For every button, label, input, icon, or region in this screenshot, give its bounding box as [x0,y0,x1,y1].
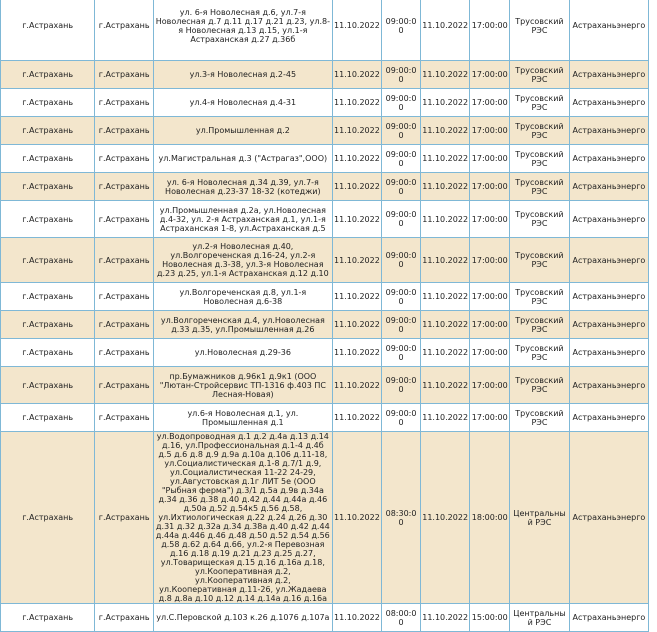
locality-cell: г.Астрахань [95,604,154,632]
res-cell: Центральный РЭС [510,432,570,604]
table-row [1,173,649,201]
end-date-cell: 11.10.2022 [420,311,470,339]
start-time-cell: 09:00:00 [382,0,421,61]
address-cell: ул.С.Перовской д.103 к.26 д.1076 д.107а [154,604,332,632]
table-row [1,339,649,367]
start-time-cell: 09:00:00 [382,238,421,283]
address-cell: ул.2-я Новолесная д.40, ул.Волгореченская д.16-24, ул.2-я Новолесная д.3-38, ул.3-я Новолесная д.23 д.25, ул.1-я Астраханская д.12 д.10 [154,238,332,283]
org-cell: Астраханьэнерго [569,432,648,604]
locality-cell: г.Астрахань [95,145,154,173]
end-time-cell: 17:00:00 [470,89,510,117]
address-cell: ул.4-я Новолесная д.4-31 [154,89,332,117]
address-cell: ул.3-я Новолесная д.2-45 [154,61,332,89]
address-cell: ул.Волгореченская д.8, ул.1-я Новолесная д.6-38 [154,283,332,311]
address-cell: ул.Волгореченская д.4, ул.Новолесная д.33 д.35, ул.Промышленная д.26 [154,311,332,339]
city-cell: г.Астрахань [1,283,95,311]
org-cell: Астраханьэнерго [569,89,648,117]
start-date-cell: 11.10.2022 [332,201,382,238]
locality-cell: г.Астрахань [95,0,154,61]
res-cell: Трусовский РЭС [510,404,570,432]
end-date-cell: 11.10.2022 [420,201,470,238]
city-cell: г.Астрахань [1,367,95,404]
start-time-cell: 09:00:00 [382,339,421,367]
start-date-cell: 11.10.2022 [332,117,382,145]
locality-cell: г.Астрахань [95,404,154,432]
start-date-cell: 11.10.2022 [332,61,382,89]
end-time-cell: 17:00:00 [470,311,510,339]
address-cell: ул. 6-я Новолесная д.6, ул.7-я Новолесная д.7 д.11 д.17 д.21 д.23, ул.8-я Новолесная д.13 д.15, ул.1-я Астраханская д.27 д.36б [154,0,332,61]
city-cell: г.Астрахань [1,89,95,117]
end-time-cell: 17:00:00 [470,238,510,283]
end-time-cell: 17:00:00 [470,0,510,61]
city-cell: г.Астрахань [1,173,95,201]
end-date-cell: 11.10.2022 [420,283,470,311]
start-time-cell: 09:00:00 [382,145,421,173]
start-time-cell: 08:00:00 [382,604,421,632]
start-date-cell: 11.10.2022 [332,311,382,339]
end-date-cell: 11.10.2022 [420,339,470,367]
start-time-cell: 09:00:00 [382,89,421,117]
city-cell: г.Астрахань [1,145,95,173]
start-date-cell: 11.10.2022 [332,283,382,311]
org-cell: Астраханьэнерго [569,0,648,61]
end-time-cell: 18:00:00 [470,432,510,604]
start-time-cell: 09:00:00 [382,283,421,311]
res-cell: Трусовский РЭС [510,0,570,61]
end-time-cell: 17:00:00 [470,283,510,311]
address-cell: ул.Промышленная д.2а, ул.Новолесная д.4-32, ул. 2-я Астраханская д.1, ул.1-я Астраханская 1-8, ул.Астраханская д.5 [154,201,332,238]
end-date-cell: 11.10.2022 [420,0,470,61]
start-date-cell: 11.10.2022 [332,0,382,61]
org-cell: Астраханьэнерго [569,339,648,367]
locality-cell: г.Астрахань [95,61,154,89]
end-time-cell: 17:00:00 [470,117,510,145]
table-row [1,201,649,238]
locality-cell: г.Астрахань [95,311,154,339]
end-date-cell: 11.10.2022 [420,173,470,201]
start-date-cell: 11.10.2022 [332,238,382,283]
address-cell: ул. 6-я Новолесная д.34 д.39, ул.7-я Новолесная д.23-37 18-32 (котеджи) [154,173,332,201]
start-time-cell: 09:00:00 [382,201,421,238]
city-cell: г.Астрахань [1,117,95,145]
start-date-cell: 11.10.2022 [332,89,382,117]
start-date-cell: 11.10.2022 [332,367,382,404]
org-cell: Астраханьэнерго [569,201,648,238]
res-cell: Трусовский РЭС [510,117,570,145]
end-time-cell: 17:00:00 [470,145,510,173]
org-cell: Астраханьэнерго [569,311,648,339]
end-date-cell: 11.10.2022 [420,604,470,632]
city-cell: г.Астрахань [1,432,95,604]
table-row [1,311,649,339]
org-cell: Астраханьэнерго [569,145,648,173]
org-cell: Астраханьэнерго [569,604,648,632]
start-time-cell: 09:00:00 [382,117,421,145]
start-time-cell: 09:00:00 [382,61,421,89]
res-cell: Трусовский РЭС [510,145,570,173]
end-time-cell: 15:00:00 [470,604,510,632]
city-cell: г.Астрахань [1,201,95,238]
table-row [1,404,649,432]
table-row [1,367,649,404]
end-date-cell: 11.10.2022 [420,432,470,604]
end-time-cell: 17:00:00 [470,61,510,89]
end-time-cell: 17:00:00 [470,173,510,201]
res-cell: Трусовский РЭС [510,311,570,339]
start-time-cell: 09:00:00 [382,367,421,404]
end-date-cell: 11.10.2022 [420,145,470,173]
org-cell: Астраханьэнерго [569,367,648,404]
res-cell: Трусовский РЭС [510,367,570,404]
start-date-cell: 11.10.2022 [332,145,382,173]
start-date-cell: 11.10.2022 [332,432,382,604]
locality-cell: г.Астрахань [95,367,154,404]
start-date-cell: 11.10.2022 [332,173,382,201]
address-cell: ул.Магистральная д.3 ("Астрагаз",ООО) [154,145,332,173]
res-cell: Центральный РЭС [510,604,570,632]
city-cell: г.Астрахань [1,339,95,367]
start-time-cell: 09:00:00 [382,173,421,201]
table-row [1,61,649,89]
start-time-cell: 09:00:00 [382,311,421,339]
city-cell: г.Астрахань [1,404,95,432]
start-time-cell: 09:00:00 [382,404,421,432]
end-date-cell: 11.10.2022 [420,404,470,432]
table-row [1,238,649,283]
table-row [1,89,649,117]
end-date-cell: 11.10.2022 [420,367,470,404]
locality-cell: г.Астрахань [95,201,154,238]
org-cell: Астраханьэнерго [569,173,648,201]
table-row [1,604,649,632]
org-cell: Астраханьэнерго [569,117,648,145]
city-cell: г.Астрахань [1,0,95,61]
locality-cell: г.Астрахань [95,173,154,201]
org-cell: Астраханьэнерго [569,404,648,432]
start-date-cell: 11.10.2022 [332,604,382,632]
res-cell: Трусовский РЭС [510,61,570,89]
org-cell: Астраханьэнерго [569,238,648,283]
locality-cell: г.Астрахань [95,117,154,145]
res-cell: Трусовский РЭС [510,283,570,311]
res-cell: Трусовский РЭС [510,201,570,238]
locality-cell: г.Астрахань [95,238,154,283]
end-date-cell: 11.10.2022 [420,117,470,145]
address-cell: ул.Водопроводная д.1 д.2 д.4а д.13 д.14 д.16, ул.Профессиональная д.1-4 д.4б д.5 д.6 д.8 д.9 д.9а д.10а д.106 д.11-18, ул.Социалистическая д.1-8 д.7/1 д.9, ул.Социалистическая 11-22 24-29, ул.Августовская д.1г ЛИТ 5е (ООО "Рыбная ферма") д.3/1 д.5а д.9в д.34а д.34 д.36 д.38 д.40 д.42 д.44 д.44а д.46 д.50а д.52 д.54к5 д.56 д.58, ул.Ихтиологическая д.22 д.24 д.26 д.30 д.31 д.32 д.32а д.34 д.38а д.40 д.42 д.44 д.44а д.446 д.46 д.48 д.50 д.52 д.54 д.56 д.58 д.62 д.64 д.66, ул.2-я Перевозная д.16 д.18 д.19 д.21 д.23 д.25 д.27, ул.Товарищеская д.15 д.16 д.16а д.18, ул.Кооперативная д.2, ул.Кооперативная д.2, ул.Кооперативная д.11-26, ул.Жадаева д.8 д.8а д.10 д.12 д.14 д.14а д.16 д.16а [154,432,332,604]
end-date-cell: 11.10.2022 [420,89,470,117]
address-cell: ул.6-я Новолесная д.1, ул. Промышленная д.1 [154,404,332,432]
res-cell: Трусовский РЭС [510,339,570,367]
start-time-cell: 08:30:00 [382,432,421,604]
res-cell: Трусовский РЭС [510,173,570,201]
start-date-cell: 11.10.2022 [332,339,382,367]
table-row [1,432,649,604]
city-cell: г.Астрахань [1,238,95,283]
table-row [1,0,649,61]
org-cell: Астраханьэнерго [569,61,648,89]
city-cell: г.Астрахань [1,604,95,632]
org-cell: Астраханьэнерго [569,283,648,311]
end-time-cell: 17:00:00 [470,201,510,238]
locality-cell: г.Астрахань [95,89,154,117]
end-time-cell: 17:00:00 [470,367,510,404]
locality-cell: г.Астрахань [95,339,154,367]
table-row [1,283,649,311]
end-date-cell: 11.10.2022 [420,238,470,283]
res-cell: Трусовский РЭС [510,238,570,283]
end-time-cell: 17:00:00 [470,339,510,367]
end-time-cell: 17:00:00 [470,404,510,432]
locality-cell: г.Астрахань [95,283,154,311]
address-cell: ул.Промышленная д.2 [154,117,332,145]
address-cell: ул.Новолесная д.29-36 [154,339,332,367]
locality-cell: г.Астрахань [95,432,154,604]
start-date-cell: 11.10.2022 [332,404,382,432]
table-row [1,117,649,145]
city-cell: г.Астрахань [1,61,95,89]
res-cell: Трусовский РЭС [510,89,570,117]
table-row [1,145,649,173]
city-cell: г.Астрахань [1,311,95,339]
address-cell: пр.Бумажников д.96к1 д.9к1 (ООО "Лютан-Стройсервис ТП-1316 ф.403 ПС Лесная-Новая) [154,367,332,404]
end-date-cell: 11.10.2022 [420,61,470,89]
